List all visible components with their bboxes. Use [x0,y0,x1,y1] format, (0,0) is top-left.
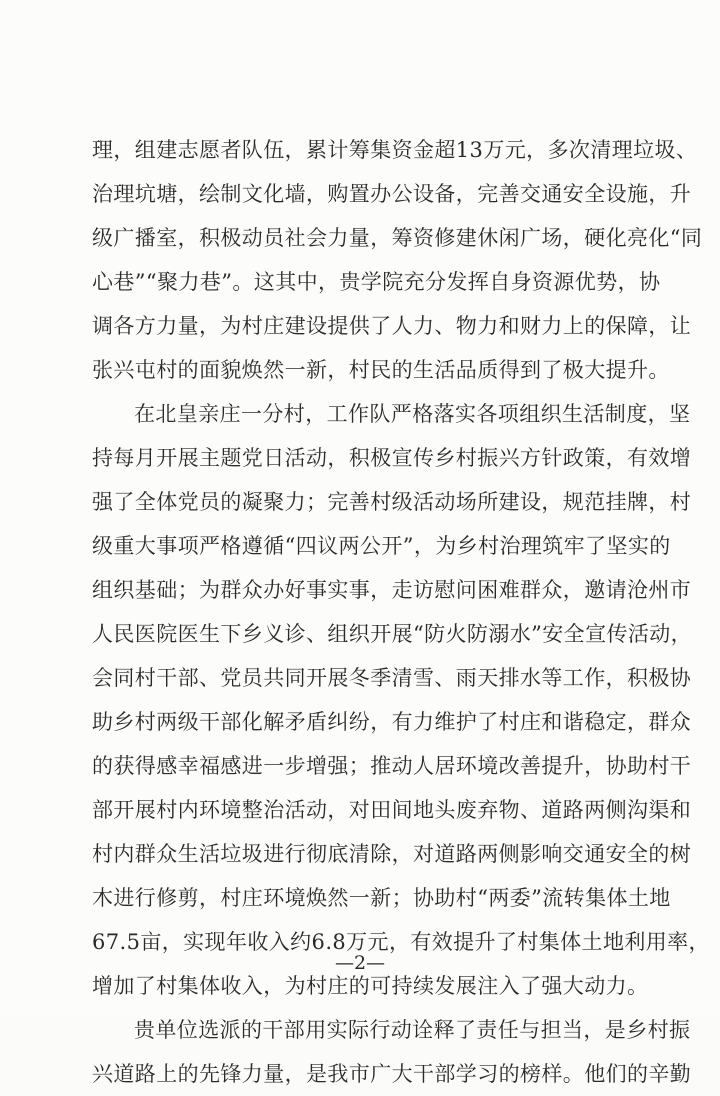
body-text [92,128,710,1096]
text-line: 的获得感幸福感进一步增强；推动人居环境改善提升，协助村干 [92,754,692,778]
text-line: 调各方力量，为村庄建设提供了人力、物力和财力上的保障，让 [92,314,692,338]
text-line: 组织基础；为群众办好事实事，走访慰问困难群众，邀请沧州市 [92,578,692,602]
text-line: 持每月开展主题党日活动，积极宣传乡村振兴方针政策，有效增 [92,446,692,470]
text-line: 人民医院医生下乡义诊、组织开展“防火防溺水”安全宣传活动， [92,622,693,646]
text-line: 理，组建志愿者队伍，累计筹集资金超13万元，多次清理垃圾、 [92,138,698,162]
paragraph-start-line: 在北皇亲庄一分村，工作队严格落实各项组织生活制度，坚 [134,402,691,426]
page-number: —2— [334,952,386,974]
text-line: 级广播室，积极动员社会力量，筹资修建休闲广场，硬化亮化“同 [92,226,703,250]
text-line: 心巷”“聚力巷”。这其中，贵学院充分发挥自身资源优势，协 [92,270,661,294]
text-line: 张兴屯村的面貌焕然一新，村民的生活品质得到了极大提升。 [92,358,670,382]
text-line: 会同村干部、党员共同开展冬季清雪、雨天排水等工作，积极协 [92,666,692,690]
text-line: 强了全体党员的凝聚力；完善村级活动场所建设，规范挂牌，村 [92,490,692,514]
paragraph-start-line: 贵单位选派的干部用实际行动诠释了责任与担当，是乡村振 [134,1018,691,1042]
text-line: 增加了村集体收入，为村庄的可持续发展注入了强大动力。 [92,974,649,998]
text-line: 兴道路上的先锋力量，是我市广大干部学习的榜样。他们的辛勤 [92,1062,692,1086]
text-line: 村内群众生活垃圾进行彻底清除，对道路两侧影响交通安全的树 [92,842,692,866]
text-line: 级重大事项严格遵循“四议两公开”，为乡村治理筑牢了坚实的 [92,534,671,558]
text-line: 部开展村内环境整治活动，对田间地头废弃物、道路两侧沟渠和 [92,798,692,822]
text-line: 67.5亩，实现年收入约6.8万元，有效提升了村集体土地利用率， [92,930,710,954]
text-line: 木进行修剪，村庄环境焕然一新；协助村“两委”流转集体土地 [92,886,671,910]
text-line: 治理坑塘，绘制文化墙，购置办公设备，完善交通安全设施，升 [92,182,692,206]
text-line: 助乡村两级干部化解矛盾纠纷，有力维护了村庄和谐稳定，群众 [92,710,692,734]
